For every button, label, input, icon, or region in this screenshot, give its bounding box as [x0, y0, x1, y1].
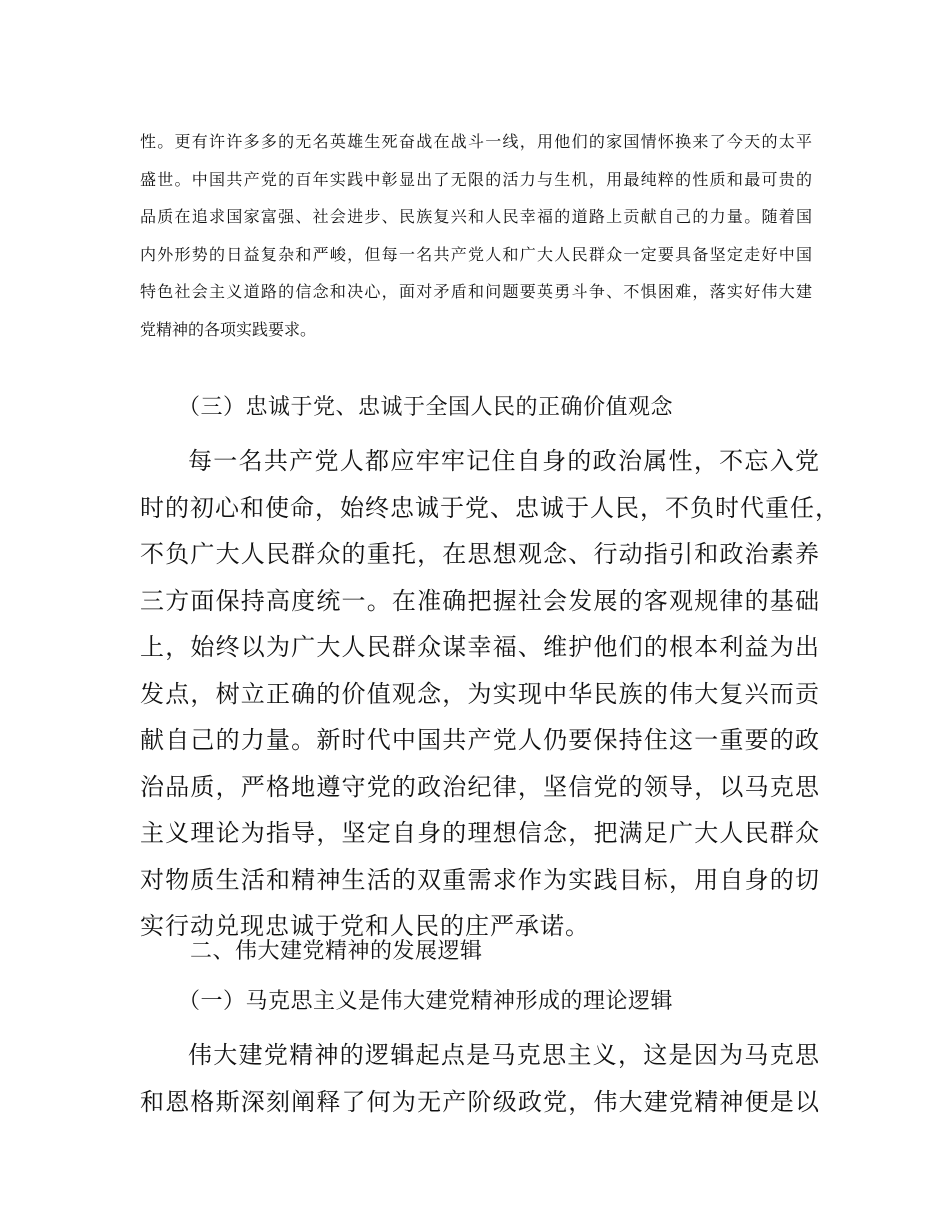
section-heading-1: （一）马克思主义是伟大建党精神形成的理论逻辑 — [178, 989, 674, 1014]
text-line: 不负广大人民群众的重托，在思想观念、行动指引和政治素养 — [140, 540, 820, 568]
text-line: 品质在追求国家富强、社会进步、民族复兴和人民幸福的道路上贡献自己的力量。随着国 — [140, 207, 812, 226]
text-line: 主义理论为指导，坚定自身的理想信念，把满足广大人民群众 — [140, 819, 820, 847]
text-line: 特色社会主义道路的信念和决心，面对矛盾和问题要英勇斗争、不惧困难，落实好伟大建 — [140, 282, 812, 301]
text-line: 实行动兑现忠诚于党和人民的庄严承诺。 — [140, 912, 590, 940]
text-line: 上，始终以为广大人民群众谋幸福、维护他们的根本利益为出 — [140, 633, 820, 661]
text-line: 三方面保持高度统一。在准确把握社会发展的客观规律的基础 — [140, 586, 820, 615]
chapter-heading-2: 二、伟大建党精神的发展逻辑 — [190, 939, 483, 964]
text-line: 献自己的力量。新时代中国共产党人仍要保持住这一重要的政 — [140, 726, 820, 754]
text-line-first: 每一名共产党人都应牢牢记住自身的政治属性，不忘入党 — [188, 447, 820, 475]
text-line: 盛世。中国共产党的百年实践中彰显出了无限的活力与生机，用最纯粹的性质和最可贵的 — [140, 169, 812, 189]
text-line: 党精神的各项实践要求。 — [140, 319, 317, 339]
text-line: 治品质，严格地遵守党的政治纪律，坚信党的领导，以马克思 — [140, 772, 820, 801]
continued-paragraph — [140, 123, 812, 348]
text-line: 性。更有许许多多的无名英雄生死奋战在战斗一线，用他们的家国情怀换来了今天的太平 — [140, 132, 812, 151]
text-line: 和恩格斯深刻阐释了何为无产阶级政党，伟大建党精神便是以 — [140, 1087, 820, 1116]
text-line: 内外形势的日益复杂和严峻，但每一名共产党人和广大人民群众一定要具备坚定走好中国 — [140, 244, 812, 264]
text-line-first: 伟大建党精神的逻辑起点是马克思主义，这是因为马克思 — [188, 1041, 820, 1069]
text-line: 时的初心和使命，始终忠诚于党、忠诚于人民，不负时代重任， — [140, 493, 840, 522]
loyalty-paragraph — [140, 438, 840, 950]
section-heading-3: （三）忠诚于党、忠诚于全国人民的正确价值观念 — [178, 395, 674, 420]
text-line: 发点，树立正确的价值观念，为实现中华民族的伟大复兴而贡 — [140, 679, 820, 708]
text-line: 对物质生活和精神生活的双重需求作为实践目标，用自身的切 — [140, 865, 820, 894]
marxism-paragraph — [140, 1032, 820, 1125]
